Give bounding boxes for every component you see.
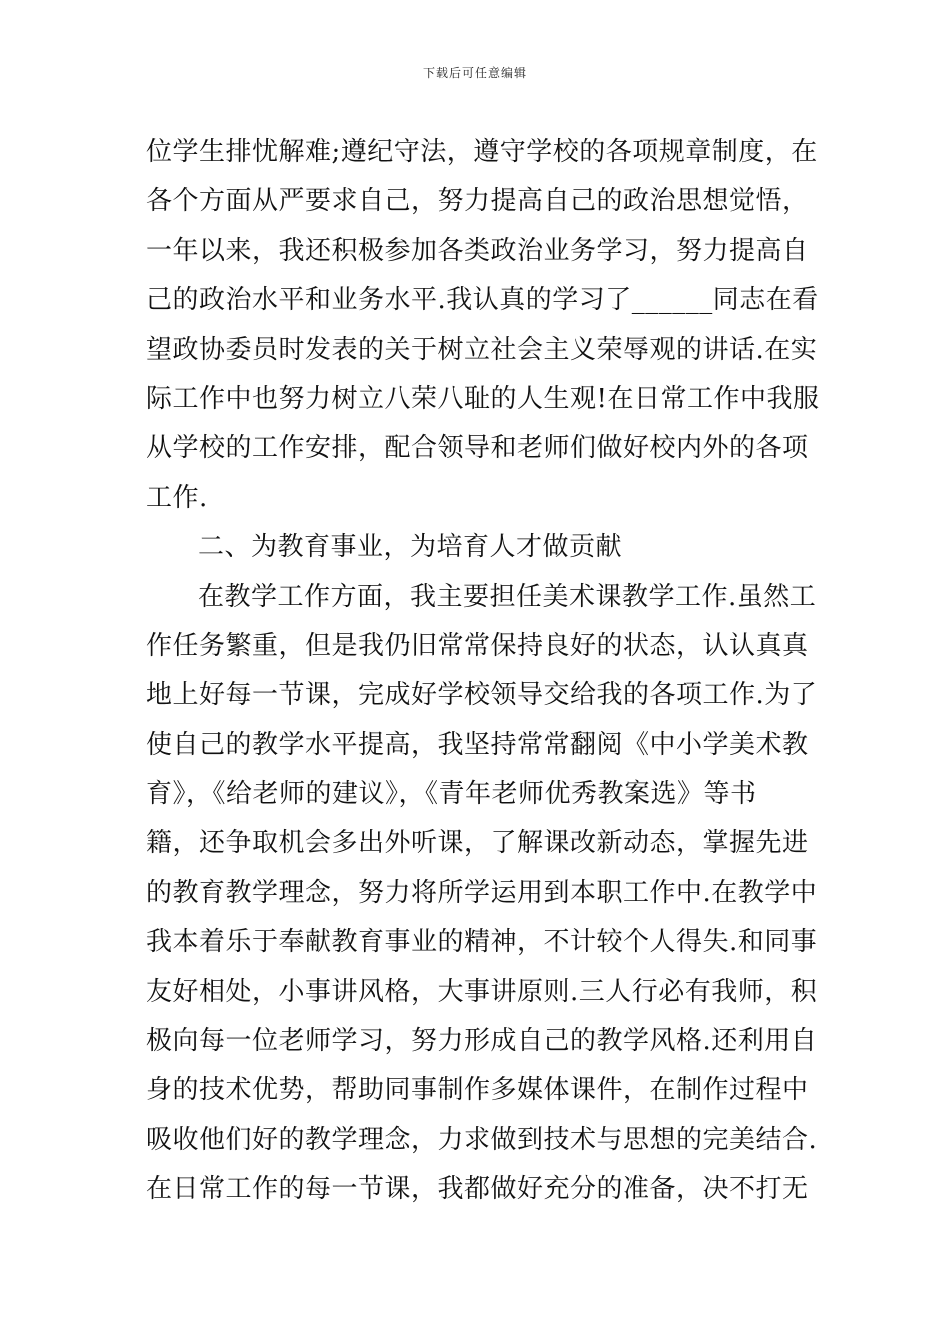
text-line: 使自己的教学水平提高，我坚持常常翻阅《中小学美术教 (146, 729, 809, 760)
text-line: 在日常工作的每一节课，我都做好充分的准备，决不打无 (146, 1174, 809, 1205)
text-line: 工作. (146, 482, 208, 513)
paragraph (146, 128, 820, 523)
paragraph (146, 573, 816, 1215)
document-body (146, 128, 820, 1215)
text-line: 地上好每一节课，完成好学校领导交给我的各项工作.为了 (146, 680, 818, 711)
text-line: 己的政治水平和业务水平.我认真的学习了______同志在看 (146, 285, 819, 316)
text-line: 在教学工作方面，我主要担任美术课教学工作.虽然工 (198, 581, 817, 612)
text-line: 各个方面从严要求自己，努力提高自己的政治思想觉悟， (146, 186, 809, 217)
text-line: 作任务繁重，但是我仍旧常常保持良好的状态，认认真真 (146, 630, 809, 661)
text-line: 育》，《给老师的建议》，《青年老师优秀教案选》等书 (146, 779, 757, 810)
text-line: 一年以来，我还积极参加各类政治业务学习，努力提高自 (146, 235, 809, 266)
text-line: 际工作中也努力树立八荣八耻的人生观!在日常工作中我服 (146, 383, 820, 414)
text-line: 友好相处，小事讲风格，大事讲原则.三人行必有我师，积 (146, 976, 818, 1007)
text-line: 从学校的工作安排，配合领导和老师们做好校内外的各项 (146, 433, 809, 464)
text-line: 位学生排忧解难;遵纪守法，遵守学校的各项规章制度，在 (146, 137, 818, 167)
page-header: 下载后可任意编辑 (422, 66, 527, 80)
section-heading (146, 523, 816, 572)
text-line: 极向每一位老师学习，努力形成自己的教学风格.还利用自 (146, 1026, 818, 1057)
text-line: 的教育教学理念，努力将所学运用到本职工作中.在教学中 (146, 877, 818, 908)
text-line: 望政协委员时发表的关于树立社会主义荣辱观的讲话.在实 (146, 334, 818, 365)
text-line: 我本着乐于奉献教育事业的精神，不计较个人得失.和同事 (146, 927, 818, 958)
text-line: 身的技术优势，帮助同事制作多媒体课件，在制作过程中 (146, 1075, 809, 1106)
heading-line: 二、为教育事业，为培育人才做贡献 (198, 532, 623, 563)
text-line: 吸收他们好的教学理念，力求做到技术与思想的完美结合. (146, 1124, 818, 1155)
text-line: 籍，还争取机会多出外听课，了解课改新动态，掌握先进 (146, 828, 809, 859)
